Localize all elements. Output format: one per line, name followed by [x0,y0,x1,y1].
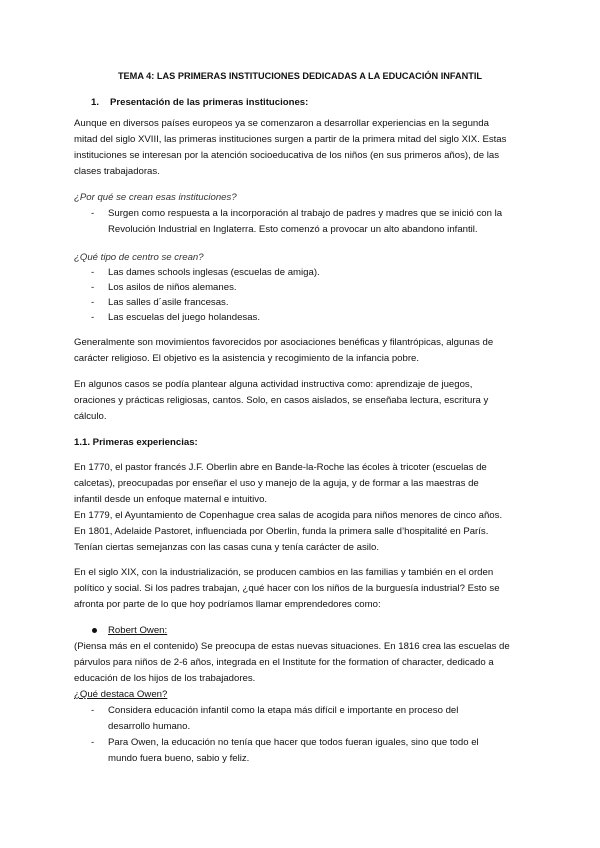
dash-bullet: - [91,208,95,219]
paragraph-line: carácter religioso. El objetivo es la asistencia y recogimiento de la infancia pobre. [74,353,420,364]
experience-line: En 1801, Adelaide Pastoret, influenciada por Oberlin, funda la primera salle d’hospitalité en París. [74,526,489,537]
intro-line: mitad del siglo XVIII, las primeras instituciones surgen a partir de la primera mitad del siglo XIX. Estas [74,134,507,145]
paragraph-line: En el siglo XIX, con la industrialización, se producen cambios en las familias y también en el orden [74,567,494,578]
experience-line: infantil desde un enfoque maternal e intuitivo. [74,494,268,505]
experience-line: Tenían ciertas semejanzas con las casas cuna y tenía carácter de asilo. [74,542,380,553]
paragraph-line: afronta por parte de lo que hoy podríamos llamar emprendedores como: [74,599,381,610]
list-item-line: desarrollo humano. [108,721,191,732]
bullet-dot-icon [92,628,97,633]
list-item-line: Para Owen, la educación no tenía que hacer que todos fueran iguales, sino que todo el [108,737,479,748]
owen-text-line: párvulos para niños de 2-6 años, integrada en el Institute for the formation of character, dedicado a [74,657,494,668]
dash-bullet: - [91,297,95,308]
paragraph-line: oraciones y prácticas religiosas, cantos. Solo, en casos aislados, se enseñaba lectura, escritura y [74,395,489,406]
list-item-line: Surgen como respuesta a la incorporación al trabajo de padres y madres que se inició con la [108,208,503,219]
list-item: Las salles d´asile francesas. [108,297,229,308]
list-item: Los asilos de niños alemanes. [108,282,237,293]
question-type: ¿Qué tipo de centro se crean? [74,252,204,263]
experience-line: En 1770, el pastor francés J.F. Oberlin abre en Bande-la-Roche las écoles à tricoter (escuelas de [74,462,487,473]
owen-question: ¿Qué destaca Owen? [74,689,168,700]
list-item-line: Revolución Industrial en Inglaterra. Esto comenzó a provocar un alto abandono infantil. [108,224,478,235]
paragraph-line: En algunos casos se podía plantear alguna actividad instructiva como: aprendizaje de juegos, [74,379,473,390]
list-item-line: Considera educación infantil como la etapa más difícil e importante en proceso del [108,705,459,716]
list-item: Las escuelas del juego holandesas. [108,312,261,323]
owen-text-line: educación de los hijos de los trabajadores. [74,673,256,684]
intro-line: clases trabajadoras. [74,166,160,177]
paragraph-line: cálculo. [74,411,107,422]
subsection-heading: 1.1. Primeras experiencias: [74,437,198,448]
owen-text-line: (Piensa más en el contenido) Se preocupa de estas nuevas situaciones. En 1816 crea las escuelas de [74,641,510,652]
intro-line: Aunque en diversos países europeos ya se comenzaron a desarrollar experiencias en la segunda [74,118,489,129]
question-why: ¿Por qué se crean esas instituciones? [74,192,237,203]
section-number: 1. [91,97,100,108]
intro-line: instituciones se interesan por la atención socioeducativa de los niños (en sus primeros años), de las [74,150,500,161]
section-heading: Presentación de las primeras instituciones: [110,97,309,108]
document-title: TEMA 4: LAS PRIMERAS INSTITUCIONES DEDICADAS A LA EDUCACIÓN INFANTIL [117,71,483,81]
dash-bullet: - [91,282,95,293]
list-item-line: mundo fuera bueno, sabio y feliz. [108,753,250,764]
dash-bullet: - [91,312,95,323]
list-item: Las dames schools inglesas (escuelas de amiga). [108,267,320,278]
experience-line: En 1779, el Ayuntamiento de Copenhague crea salas de acogida para niños menores de cinco años. [74,510,503,521]
dash-bullet: - [91,737,95,748]
owen-heading: Robert Owen: [108,625,168,636]
experience-line: calcetas), preocupadas por enseñar el uso y manejo de la aguja, y de formar a las maestras de [74,478,479,489]
paragraph-line: político y social. Si los padres trabajan, ¿qué hacer con los niños de la burguesía industrial? Esto se [74,583,500,594]
paragraph-line: Generalmente son movimientos favorecidos por asociaciones benéficas y filantrópicas, algunas de [74,337,494,348]
dash-bullet: - [91,705,95,716]
dash-bullet: - [91,267,95,278]
